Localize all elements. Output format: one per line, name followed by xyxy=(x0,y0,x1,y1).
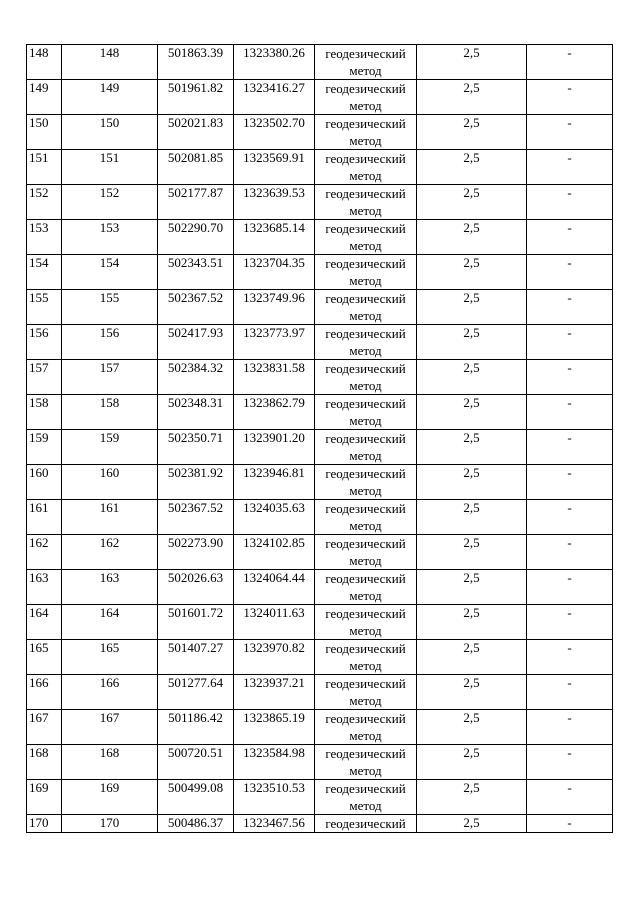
method-line-1: геодезический xyxy=(325,46,406,61)
point-number-cell: 165 xyxy=(27,640,62,675)
table-row xyxy=(27,255,613,290)
y-coordinate-cell: 1323639.53 xyxy=(234,185,315,220)
precision-cell: 2,5 xyxy=(417,605,527,640)
y-coordinate-cell: 1323901.20 xyxy=(234,430,315,465)
point-number-cell: 152 xyxy=(27,185,62,220)
method-line-1: геодезический xyxy=(325,81,406,96)
y-coordinate-cell: 1323685.14 xyxy=(234,220,315,255)
point-number-cell: 155 xyxy=(27,290,62,325)
table-row xyxy=(27,80,613,115)
method-line-2: метод xyxy=(349,273,382,288)
x-coordinate-cell: 502350.71 xyxy=(158,430,234,465)
method-cell xyxy=(315,115,417,150)
point-id-cell: 162 xyxy=(62,535,158,570)
note-cell: - xyxy=(527,395,613,430)
point-number-cell: 170 xyxy=(27,815,62,833)
note-cell: - xyxy=(527,465,613,500)
precision-cell: 2,5 xyxy=(417,745,527,780)
table-row xyxy=(27,710,613,745)
point-number-cell: 150 xyxy=(27,115,62,150)
point-number-cell: 162 xyxy=(27,535,62,570)
method-line-1: геодезический xyxy=(325,151,406,166)
method-cell xyxy=(315,255,417,290)
precision-cell: 2,5 xyxy=(417,395,527,430)
method-line-1: геодезический xyxy=(325,746,406,761)
note-cell: - xyxy=(527,255,613,290)
table-row xyxy=(27,45,613,80)
method-line-1: геодезический xyxy=(325,361,406,376)
method-cell xyxy=(315,535,417,570)
note-cell: - xyxy=(527,115,613,150)
point-id-cell: 152 xyxy=(62,185,158,220)
table-row xyxy=(27,500,613,535)
point-id-cell: 154 xyxy=(62,255,158,290)
note-cell: - xyxy=(527,185,613,220)
y-coordinate-cell: 1323704.35 xyxy=(234,255,315,290)
method-cell xyxy=(315,465,417,500)
x-coordinate-cell: 501186.42 xyxy=(158,710,234,745)
point-number-cell: 166 xyxy=(27,675,62,710)
precision-cell: 2,5 xyxy=(417,640,527,675)
note-cell: - xyxy=(527,220,613,255)
y-coordinate-cell: 1324064.44 xyxy=(234,570,315,605)
precision-cell: 2,5 xyxy=(417,465,527,500)
y-coordinate-cell: 1323970.82 xyxy=(234,640,315,675)
note-cell: - xyxy=(527,745,613,780)
note-cell: - xyxy=(527,640,613,675)
method-line-2: метод xyxy=(349,483,382,498)
point-id-cell: 149 xyxy=(62,80,158,115)
point-number-cell: 167 xyxy=(27,710,62,745)
point-id-cell: 153 xyxy=(62,220,158,255)
x-coordinate-cell: 502417.93 xyxy=(158,325,234,360)
table-row xyxy=(27,465,613,500)
method-line-2: метод xyxy=(349,798,382,813)
point-id-cell: 155 xyxy=(62,290,158,325)
precision-cell: 2,5 xyxy=(417,500,527,535)
method-line-2: метод xyxy=(349,168,382,183)
point-number-cell: 153 xyxy=(27,220,62,255)
y-coordinate-cell: 1324011.63 xyxy=(234,605,315,640)
y-coordinate-cell: 1323831.58 xyxy=(234,360,315,395)
x-coordinate-cell: 502367.52 xyxy=(158,500,234,535)
y-coordinate-cell: 1323416.27 xyxy=(234,80,315,115)
x-coordinate-cell: 501407.27 xyxy=(158,640,234,675)
point-number-cell: 154 xyxy=(27,255,62,290)
method-line-1: геодезический xyxy=(325,326,406,341)
y-coordinate-cell: 1324102.85 xyxy=(234,535,315,570)
x-coordinate-cell: 502348.31 xyxy=(158,395,234,430)
note-cell: - xyxy=(527,605,613,640)
x-coordinate-cell: 502290.70 xyxy=(158,220,234,255)
y-coordinate-cell: 1323380.26 xyxy=(234,45,315,80)
precision-cell: 2,5 xyxy=(417,45,527,80)
method-line-1: геодезический xyxy=(325,816,406,831)
table-row xyxy=(27,325,613,360)
x-coordinate-cell: 501863.39 xyxy=(158,45,234,80)
x-coordinate-cell: 502343.51 xyxy=(158,255,234,290)
x-coordinate-cell: 500486.37 xyxy=(158,815,234,833)
note-cell: - xyxy=(527,150,613,185)
point-id-cell: 164 xyxy=(62,605,158,640)
y-coordinate-cell: 1323584.98 xyxy=(234,745,315,780)
point-id-cell: 150 xyxy=(62,115,158,150)
point-id-cell: 169 xyxy=(62,780,158,815)
precision-cell: 2,5 xyxy=(417,290,527,325)
precision-cell: 2,5 xyxy=(417,815,527,833)
point-number-cell: 151 xyxy=(27,150,62,185)
method-line-2: метод xyxy=(349,308,382,323)
point-id-cell: 159 xyxy=(62,430,158,465)
y-coordinate-cell: 1323773.97 xyxy=(234,325,315,360)
x-coordinate-cell: 501601.72 xyxy=(158,605,234,640)
x-coordinate-cell: 502177.87 xyxy=(158,185,234,220)
method-line-2: метод xyxy=(349,63,382,78)
method-line-2: метод xyxy=(349,343,382,358)
point-id-cell: 160 xyxy=(62,465,158,500)
point-number-cell: 158 xyxy=(27,395,62,430)
point-id-cell: 156 xyxy=(62,325,158,360)
point-number-cell: 161 xyxy=(27,500,62,535)
table-row xyxy=(27,780,613,815)
precision-cell: 2,5 xyxy=(417,675,527,710)
point-id-cell: 163 xyxy=(62,570,158,605)
table-row xyxy=(27,360,613,395)
x-coordinate-cell: 502381.92 xyxy=(158,465,234,500)
x-coordinate-cell: 502367.52 xyxy=(158,290,234,325)
y-coordinate-cell: 1324035.63 xyxy=(234,500,315,535)
point-id-cell: 167 xyxy=(62,710,158,745)
table-body xyxy=(27,45,613,833)
method-line-2: метод xyxy=(349,98,382,113)
method-line-2: метод xyxy=(349,203,382,218)
method-cell xyxy=(315,395,417,430)
y-coordinate-cell: 1323946.81 xyxy=(234,465,315,500)
table-row xyxy=(27,640,613,675)
note-cell: - xyxy=(527,360,613,395)
method-cell xyxy=(315,710,417,745)
point-id-cell: 157 xyxy=(62,360,158,395)
point-id-cell: 161 xyxy=(62,500,158,535)
method-line-2: метод xyxy=(349,763,382,778)
point-number-cell: 159 xyxy=(27,430,62,465)
method-line-1: геодезический xyxy=(325,676,406,691)
method-cell xyxy=(315,290,417,325)
method-line-1: геодезический xyxy=(325,396,406,411)
precision-cell: 2,5 xyxy=(417,430,527,465)
table-row xyxy=(27,570,613,605)
y-coordinate-cell: 1323502.70 xyxy=(234,115,315,150)
method-cell xyxy=(315,430,417,465)
precision-cell: 2,5 xyxy=(417,185,527,220)
note-cell: - xyxy=(527,430,613,465)
method-line-1: геодезический xyxy=(325,186,406,201)
x-coordinate-cell: 501277.64 xyxy=(158,675,234,710)
table-row xyxy=(27,675,613,710)
method-cell xyxy=(315,80,417,115)
method-cell xyxy=(315,500,417,535)
method-line-2: метод xyxy=(349,238,382,253)
point-id-cell: 158 xyxy=(62,395,158,430)
precision-cell: 2,5 xyxy=(417,115,527,150)
method-line-1: геодезический xyxy=(325,606,406,621)
method-line-1: геодезический xyxy=(325,256,406,271)
y-coordinate-cell: 1323862.79 xyxy=(234,395,315,430)
note-cell: - xyxy=(527,325,613,360)
x-coordinate-cell: 502273.90 xyxy=(158,535,234,570)
method-line-1: геодезический xyxy=(325,431,406,446)
method-line-2: метод xyxy=(349,728,382,743)
x-coordinate-cell: 502081.85 xyxy=(158,150,234,185)
precision-cell: 2,5 xyxy=(417,150,527,185)
precision-cell: 2,5 xyxy=(417,360,527,395)
y-coordinate-cell: 1323510.53 xyxy=(234,780,315,815)
precision-cell: 2,5 xyxy=(417,535,527,570)
method-line-2: метод xyxy=(349,413,382,428)
note-cell: - xyxy=(527,80,613,115)
precision-cell: 2,5 xyxy=(417,80,527,115)
x-coordinate-cell: 502026.63 xyxy=(158,570,234,605)
x-coordinate-cell: 502021.83 xyxy=(158,115,234,150)
method-cell xyxy=(315,325,417,360)
method-line-2: метод xyxy=(349,623,382,638)
x-coordinate-cell: 500499.08 xyxy=(158,780,234,815)
point-number-cell: 160 xyxy=(27,465,62,500)
note-cell: - xyxy=(527,570,613,605)
method-line-2: метод xyxy=(349,693,382,708)
x-coordinate-cell: 501961.82 xyxy=(158,80,234,115)
precision-cell: 2,5 xyxy=(417,570,527,605)
note-cell: - xyxy=(527,780,613,815)
precision-cell: 2,5 xyxy=(417,220,527,255)
point-id-cell: 148 xyxy=(62,45,158,80)
method-line-1: геодезический xyxy=(325,536,406,551)
method-cell xyxy=(315,150,417,185)
point-id-cell: 165 xyxy=(62,640,158,675)
point-number-cell: 164 xyxy=(27,605,62,640)
point-id-cell: 170 xyxy=(62,815,158,833)
method-line-2: метод xyxy=(349,133,382,148)
precision-cell: 2,5 xyxy=(417,325,527,360)
table-row xyxy=(27,535,613,570)
method-cell xyxy=(315,780,417,815)
table-row xyxy=(27,115,613,150)
precision-cell: 2,5 xyxy=(417,255,527,290)
method-line-1: геодезический xyxy=(325,571,406,586)
point-id-cell: 168 xyxy=(62,745,158,780)
method-line-1: геодезический xyxy=(325,221,406,236)
point-number-cell: 168 xyxy=(27,745,62,780)
note-cell: - xyxy=(527,500,613,535)
note-cell: - xyxy=(527,45,613,80)
method-line-1: геодезический xyxy=(325,116,406,131)
method-line-1: геодезический xyxy=(325,291,406,306)
method-line-1: геодезический xyxy=(325,466,406,481)
method-line-2: метод xyxy=(349,378,382,393)
y-coordinate-cell: 1323937.21 xyxy=(234,675,315,710)
coordinates-table xyxy=(26,44,613,833)
method-cell xyxy=(315,185,417,220)
table-row xyxy=(27,815,613,833)
method-cell xyxy=(315,745,417,780)
point-number-cell: 149 xyxy=(27,80,62,115)
point-id-cell: 166 xyxy=(62,675,158,710)
method-cell xyxy=(315,360,417,395)
y-coordinate-cell: 1323865.19 xyxy=(234,710,315,745)
point-number-cell: 156 xyxy=(27,325,62,360)
method-cell xyxy=(315,640,417,675)
table-row xyxy=(27,605,613,640)
method-cell xyxy=(315,45,417,80)
table-row xyxy=(27,395,613,430)
method-cell xyxy=(315,815,417,833)
note-cell: - xyxy=(527,710,613,745)
note-cell: - xyxy=(527,535,613,570)
y-coordinate-cell: 1323749.96 xyxy=(234,290,315,325)
method-cell xyxy=(315,220,417,255)
method-line-1: геодезический xyxy=(325,711,406,726)
note-cell: - xyxy=(527,815,613,833)
table-row xyxy=(27,185,613,220)
method-line-2: метод xyxy=(349,658,382,673)
method-line-1: геодезический xyxy=(325,641,406,656)
method-line-1: геодезический xyxy=(325,781,406,796)
point-number-cell: 163 xyxy=(27,570,62,605)
point-number-cell: 157 xyxy=(27,360,62,395)
table-row xyxy=(27,220,613,255)
method-line-2: метод xyxy=(349,518,382,533)
method-line-2: метод xyxy=(349,448,382,463)
x-coordinate-cell: 500720.51 xyxy=(158,745,234,780)
method-cell xyxy=(315,675,417,710)
method-cell xyxy=(315,570,417,605)
method-line-2: метод xyxy=(349,553,382,568)
note-cell: - xyxy=(527,290,613,325)
table-row xyxy=(27,430,613,465)
y-coordinate-cell: 1323467.56 xyxy=(234,815,315,833)
table-row xyxy=(27,745,613,780)
table-row xyxy=(27,290,613,325)
point-number-cell: 169 xyxy=(27,780,62,815)
point-id-cell: 151 xyxy=(62,150,158,185)
y-coordinate-cell: 1323569.91 xyxy=(234,150,315,185)
point-number-cell: 148 xyxy=(27,45,62,80)
table-row xyxy=(27,150,613,185)
method-cell xyxy=(315,605,417,640)
method-line-1: геодезический xyxy=(325,501,406,516)
precision-cell: 2,5 xyxy=(417,710,527,745)
precision-cell: 2,5 xyxy=(417,780,527,815)
x-coordinate-cell: 502384.32 xyxy=(158,360,234,395)
method-line-2: метод xyxy=(349,588,382,603)
note-cell: - xyxy=(527,675,613,710)
